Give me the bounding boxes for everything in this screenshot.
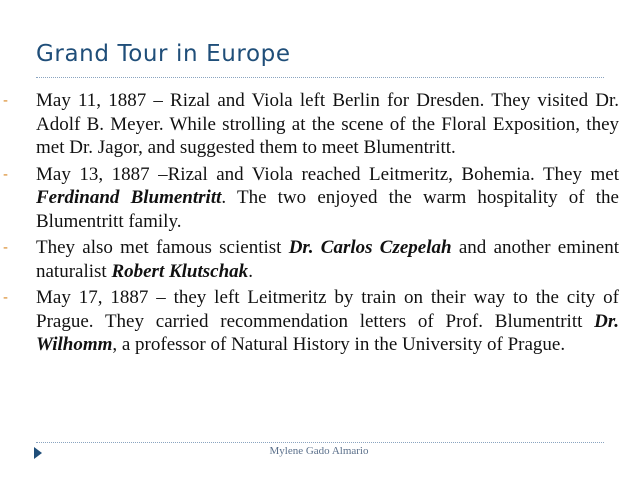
bullet-list (3, 89, 620, 360)
bullet-text: May 13, 1887 –Rizal and Viola reached Leitmeritz, Bohemia. They met (36, 163, 619, 185)
bullet-item (3, 236, 620, 283)
bullet-text: , a professor of Natural History in the University of Prague. (112, 334, 566, 355)
bullet-dash-icon: - (3, 92, 8, 109)
bullet-text: May 11, 1887 – Rizal and Viola left Berlin for Dresden. They visited Dr. Adolf B. Meyer. While strolling at the scene of the Floral Exposition, they met Dr. Jagor, and suggested them to meet Blumentritt. (36, 90, 619, 158)
bullet-text: . (248, 260, 253, 282)
bullet-text: They also met famous scientist (36, 237, 289, 258)
bullet-text: May 17, 1887 – they left Leitmeritz by train on their way to the city of Prague. They carried recommendation letters of Prof. Blumentritt (36, 287, 619, 332)
bullet-text: . The two enjoyed the warm hospitality of the Blumentritt family. (36, 187, 619, 232)
emphasis-name: Ferdinand Blumentritt (36, 187, 222, 208)
footer-divider (36, 442, 604, 443)
bullet-dash-icon: - (3, 289, 8, 306)
bullet-dash-icon: - (3, 239, 8, 256)
title-divider (36, 77, 604, 78)
bullet-text: and another eminent naturalist (36, 237, 620, 282)
bullet-dash-icon: - (3, 165, 8, 183)
slide-title: Grand Tour in Europe (36, 41, 291, 67)
emphasis-name: Dr. Wilhomm (36, 310, 619, 355)
bullet-item (3, 89, 619, 160)
footer-author: Mylene Gado Almario (269, 445, 369, 457)
emphasis-name: Dr. Carlos Czepelah (288, 237, 452, 258)
emphasis-name: Robert Klutschak (111, 260, 249, 282)
bullet-item (3, 286, 619, 357)
bullet-item (3, 163, 619, 234)
